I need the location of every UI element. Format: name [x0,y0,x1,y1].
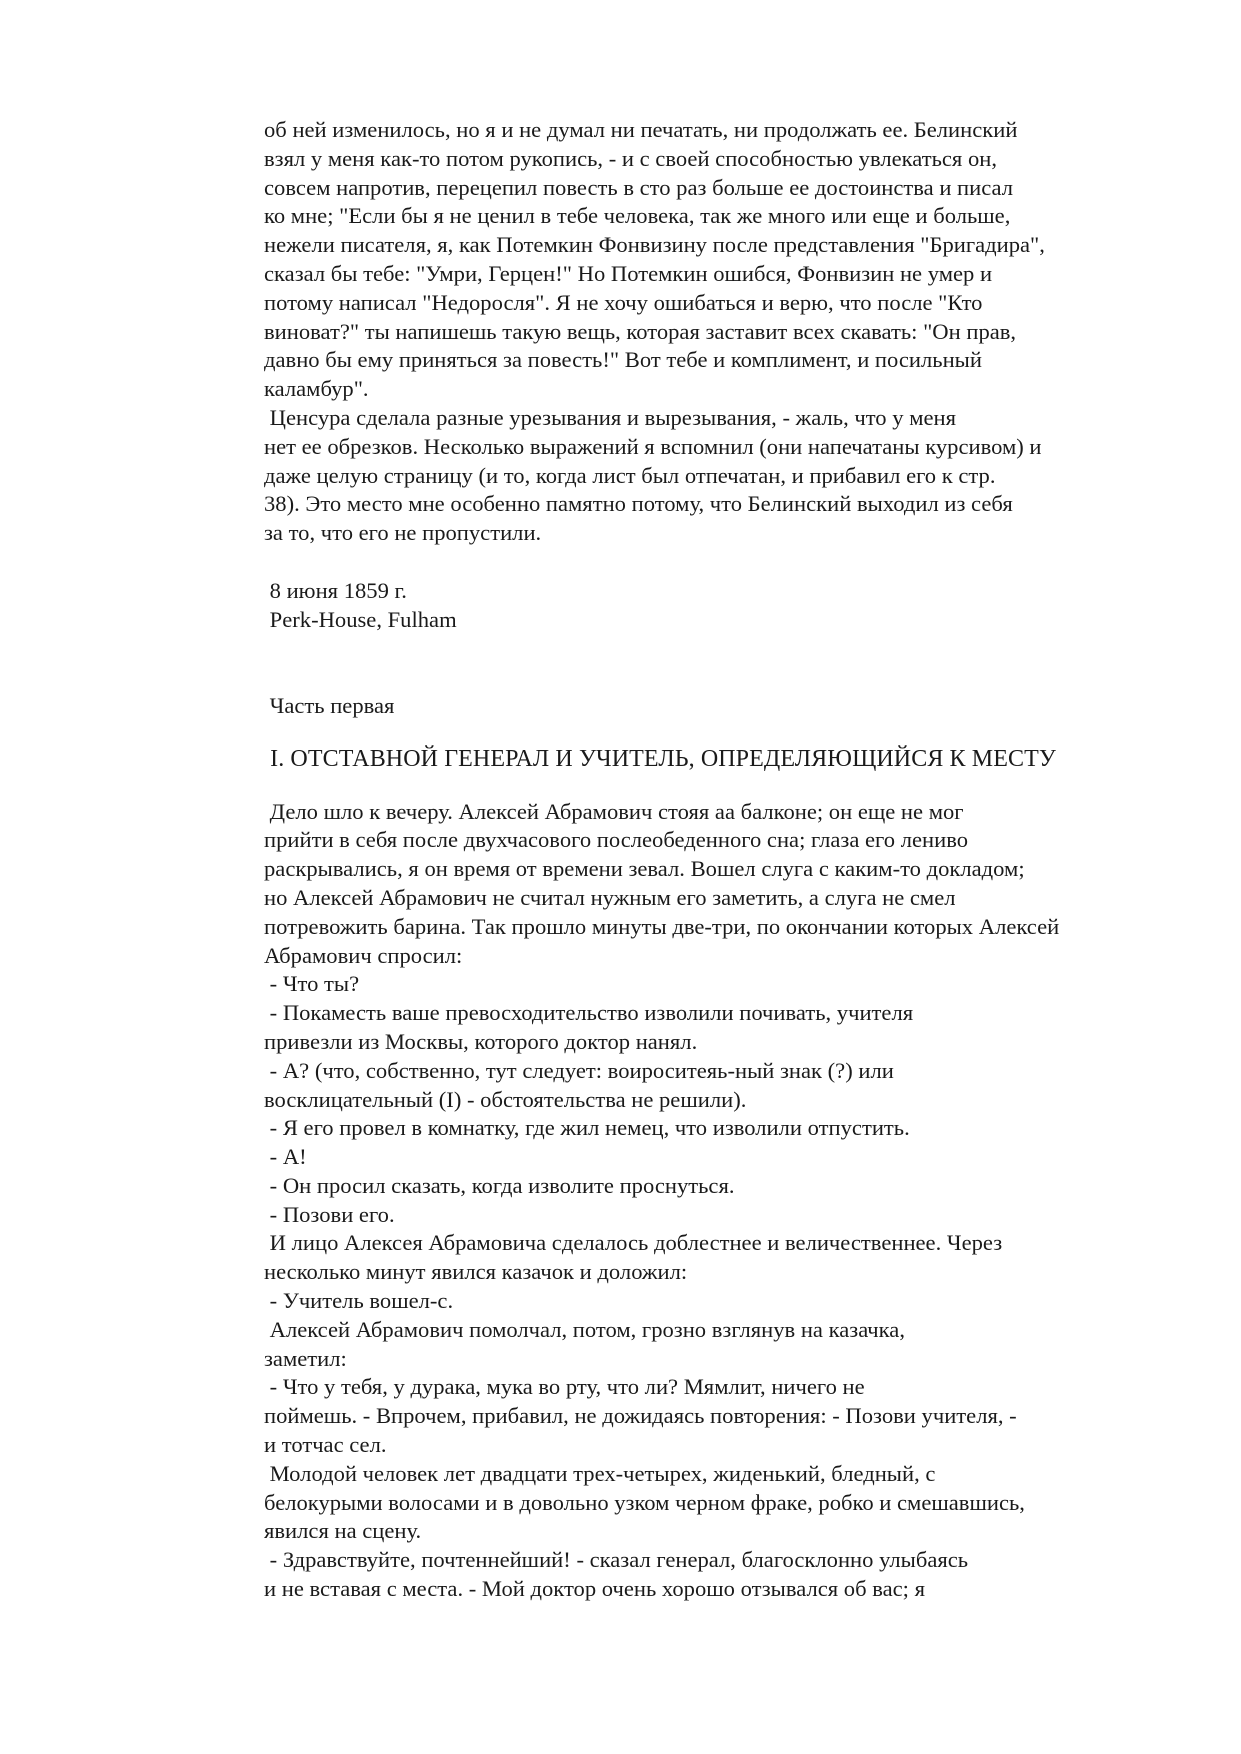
text-line: - Что у тебя, у дурака, мука во рту, что ли? Мямлит, ничего не [264,1374,865,1400]
chapter-title: I. ОТСТАВНОЙ ГЕНЕРАЛ И УЧИТЕЛЬ, ОПРЕДЕЛЯЮЩИЙСЯ К МЕСТУ [264,745,1056,772]
text-line: Алексей Абрамович помолчал, потом, грозно взглянув на казачка, [264,1316,905,1342]
text-line: восклицательный (I) - обстоятельства не решили). [264,1086,747,1112]
text-line: потревожить барина. Так прошло минуты две-три, по окончании которых Алексей [264,913,1060,939]
text-line: - А? (что, собственно, тут следует: воироситеяь-ный знак (?) или [264,1057,894,1083]
text-line: виноват?" ты напишешь такую вещь, которая заставит всех скавать: "Он прав, [264,318,1017,344]
text-line: - Он просил сказать, когда изволите проснуться. [264,1172,735,1198]
text-line: - Я его провел в комнатку, где жил немец, что изволили отпустить. [264,1115,910,1141]
text-line: Ценсура сделала разные урезывания и вырезывания, - жаль, что у меня [264,404,956,430]
text-line: - Учитель вошел-с. [264,1288,454,1314]
text-line: за то, что его не пропустили. [264,520,542,546]
text-line: 38). Это место мне особенно памятно потому, что Белинский выходил из себя [264,491,1013,517]
chapter-body [264,798,1164,1604]
text-line: И лицо Алексея Абрамовича сделалось доблестнее и величественнее. Через [264,1230,1003,1256]
text-line: - Что ты? [264,971,360,997]
text-line: - Позови его. [264,1201,395,1227]
text-line: заметил: [264,1345,347,1371]
text-line: и тотчас сел. [264,1432,387,1458]
text-line: Абрамович спросил: [264,942,463,968]
intro-paragraph [264,116,1164,548]
text-line: сказал бы тебе: "Умри, Герцен!" Но Потемкин ошибся, Фонвизин не умер и [264,260,993,286]
signature-date: 8 июня 1859 г. [264,577,407,603]
text-line: раскрывались, я он время от времени зевал. Вошел слуга с каким-то докладом; [264,856,1025,882]
text-line: потому написал "Недоросля". Я не хочу ошибаться и верю, что после "Кто [264,289,983,315]
text-line: нежели писателя, я, как Потемкин Фонвизину после представления "Бригадира", [264,232,1045,258]
text-line: привезли из Москвы, которого доктор нанял. [264,1028,698,1054]
text-line: белокурыми волосами и в довольно узком черном фраке, робко и смешавшись, [264,1489,1025,1515]
text-line: несколько минут явился казачок и доложил: [264,1259,688,1285]
text-line: каламбур". [264,376,369,402]
text-line: нет ее обрезков. Несколько выражений я вспомнил (они напечатаны курсивом) и [264,433,1042,459]
text-line: совсем напротив, перецепил повесть в сто раз больше ее достоинства и писал [264,174,1014,200]
text-line: но Алексей Абрамович не считал нужным его заметить, а слуга не смел [264,884,956,910]
text-line: прийти в себя после двухчасового послеобеденного сна; глаза его лениво [264,827,969,853]
text-line: взял у меня как-то потом рукопись, - и с своей способностью увлекаться он, [264,145,997,171]
text-line: явился на сцену. [264,1518,422,1544]
text-line: давно бы ему приняться за повесть!" Вот тебе и комплимент, и посильный [264,347,982,373]
text-line: Молодой человек лет двадцати трех-четырех, жиденький, бледный, с [264,1460,936,1486]
signature-place: Perk-House, Fulham [264,606,457,632]
document-page [264,116,1164,1604]
text-line: об ней изменилось, но я и не думал ни печатать, ни продолжать ее. Белинский [264,117,1018,142]
part-title: Часть первая [264,692,395,718]
text-line: Дело шло к вечеру. Алексей Абрамович стояя аа балконе; он еще не мог [264,798,964,824]
text-line: ко мне; "Если бы я не ценил в тебе человека, так же много или еще и больше, [264,203,1011,229]
text-line: - Здравствуйте, почтеннейший! - сказал генерал, благосклонно улыбаясь [264,1547,969,1573]
text-line: поймешь. - Впрочем, прибавил, не дожидаясь повторения: - Позови учителя, - [264,1403,1017,1429]
text-line: и не вставая с места. - Мой доктор очень хорошо отзывался об вас; я [264,1576,925,1602]
signature-block [264,577,1164,635]
text-line: - Покаместь ваше превосходительство изволили почивать, учителя [264,1000,914,1026]
text-line: - А! [264,1144,307,1170]
text-line: даже целую страницу (и то, когда лист был отпечатан, и прибавил его к стр. [264,462,996,488]
